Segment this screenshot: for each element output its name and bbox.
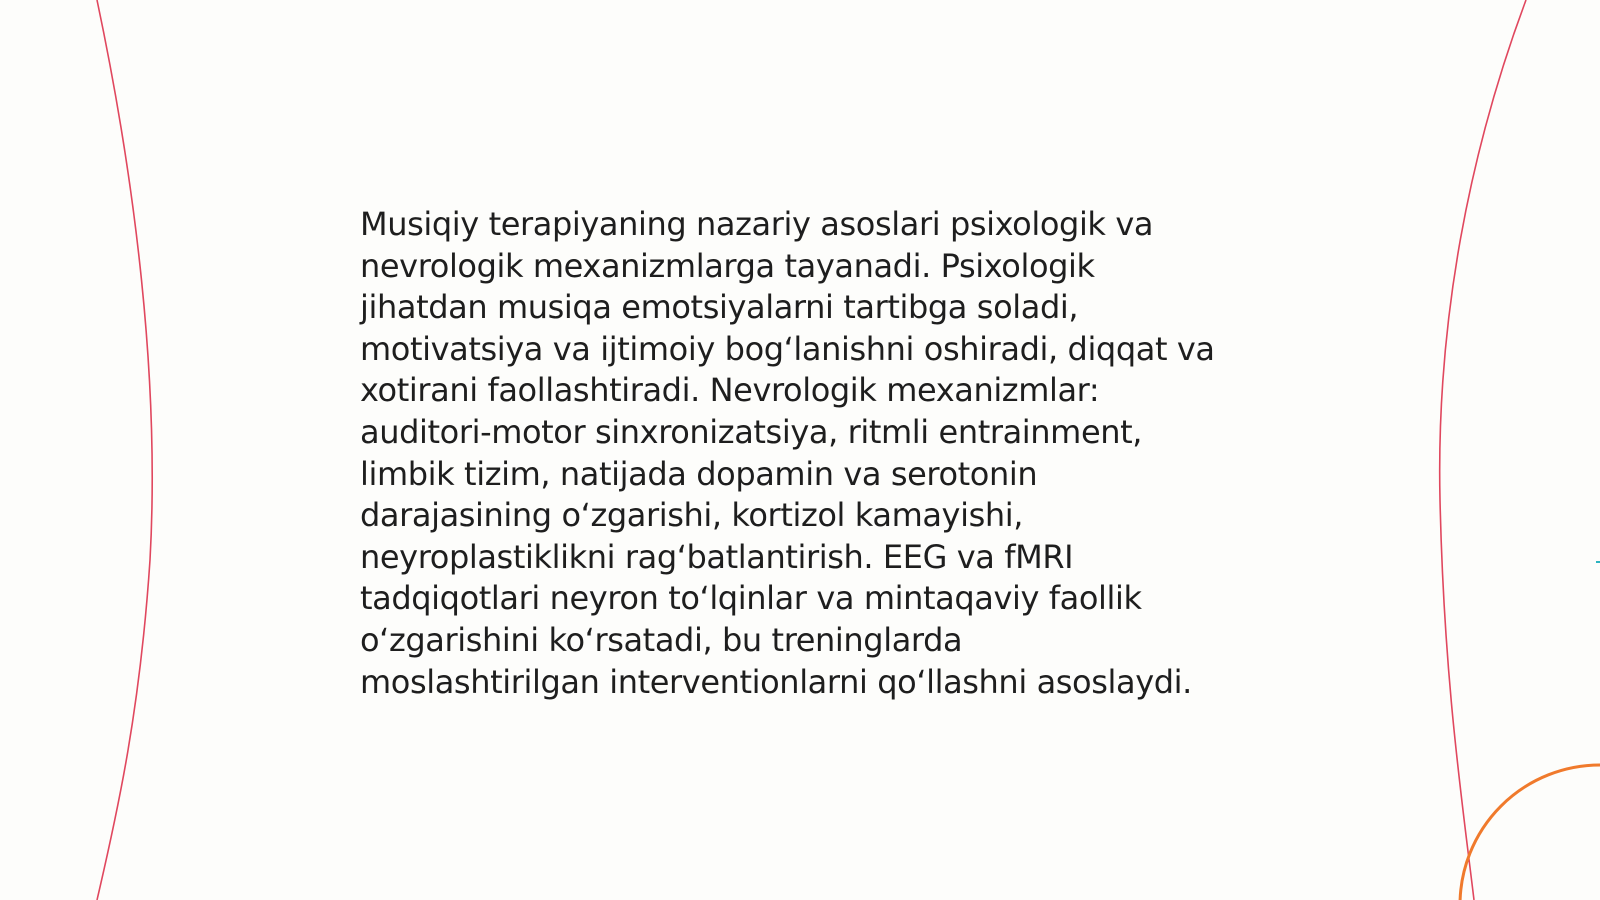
paragraph-line: Musiqiy terapiyaning nazariy asoslari psixologik va [360,205,1154,243]
paragraph-line: darajasining o‘zgarishi, kortizol kamayishi, [360,496,1023,535]
paragraph-line: auditori-motor sinxronizatsiya, ritmli entrainment, [360,412,1143,451]
left-curve-line [97,0,152,900]
paragraph-line: motivatsiya va ijtimoiy bog‘lanishni oshiradi, diqqat va [360,329,1215,368]
paragraph-line: xotirani faollashtiradi. Nevrologik mexanizmlar: [360,371,1100,410]
orange-arc [1460,765,1600,900]
slide-body-text [360,204,1260,703]
paragraph-line: moslashtirilgan interventionlarni qo‘llashni asoslaydi. [360,662,1192,701]
paragraph-line: tadqiqotlari neyron to‘lqinlar va mintaqaviy faollik [360,579,1142,618]
paragraph-line: nevrologik mexanizmlarga tayanadi. Psixologik [360,246,1095,285]
right-curve-line [1440,0,1526,900]
paragraph-line: limbik tizim, natijada dopamin va serotonin [360,454,1038,493]
paragraph-line: o‘zgarishini ko‘rsatadi, bu treninglarda [360,620,963,659]
paragraph-line: neyroplastiklikni rag‘batlantirish. EEG va fMRI [360,537,1074,576]
paragraph-line: jihatdan musiqa emotsiyalarni tartibga soladi, [360,288,1079,327]
